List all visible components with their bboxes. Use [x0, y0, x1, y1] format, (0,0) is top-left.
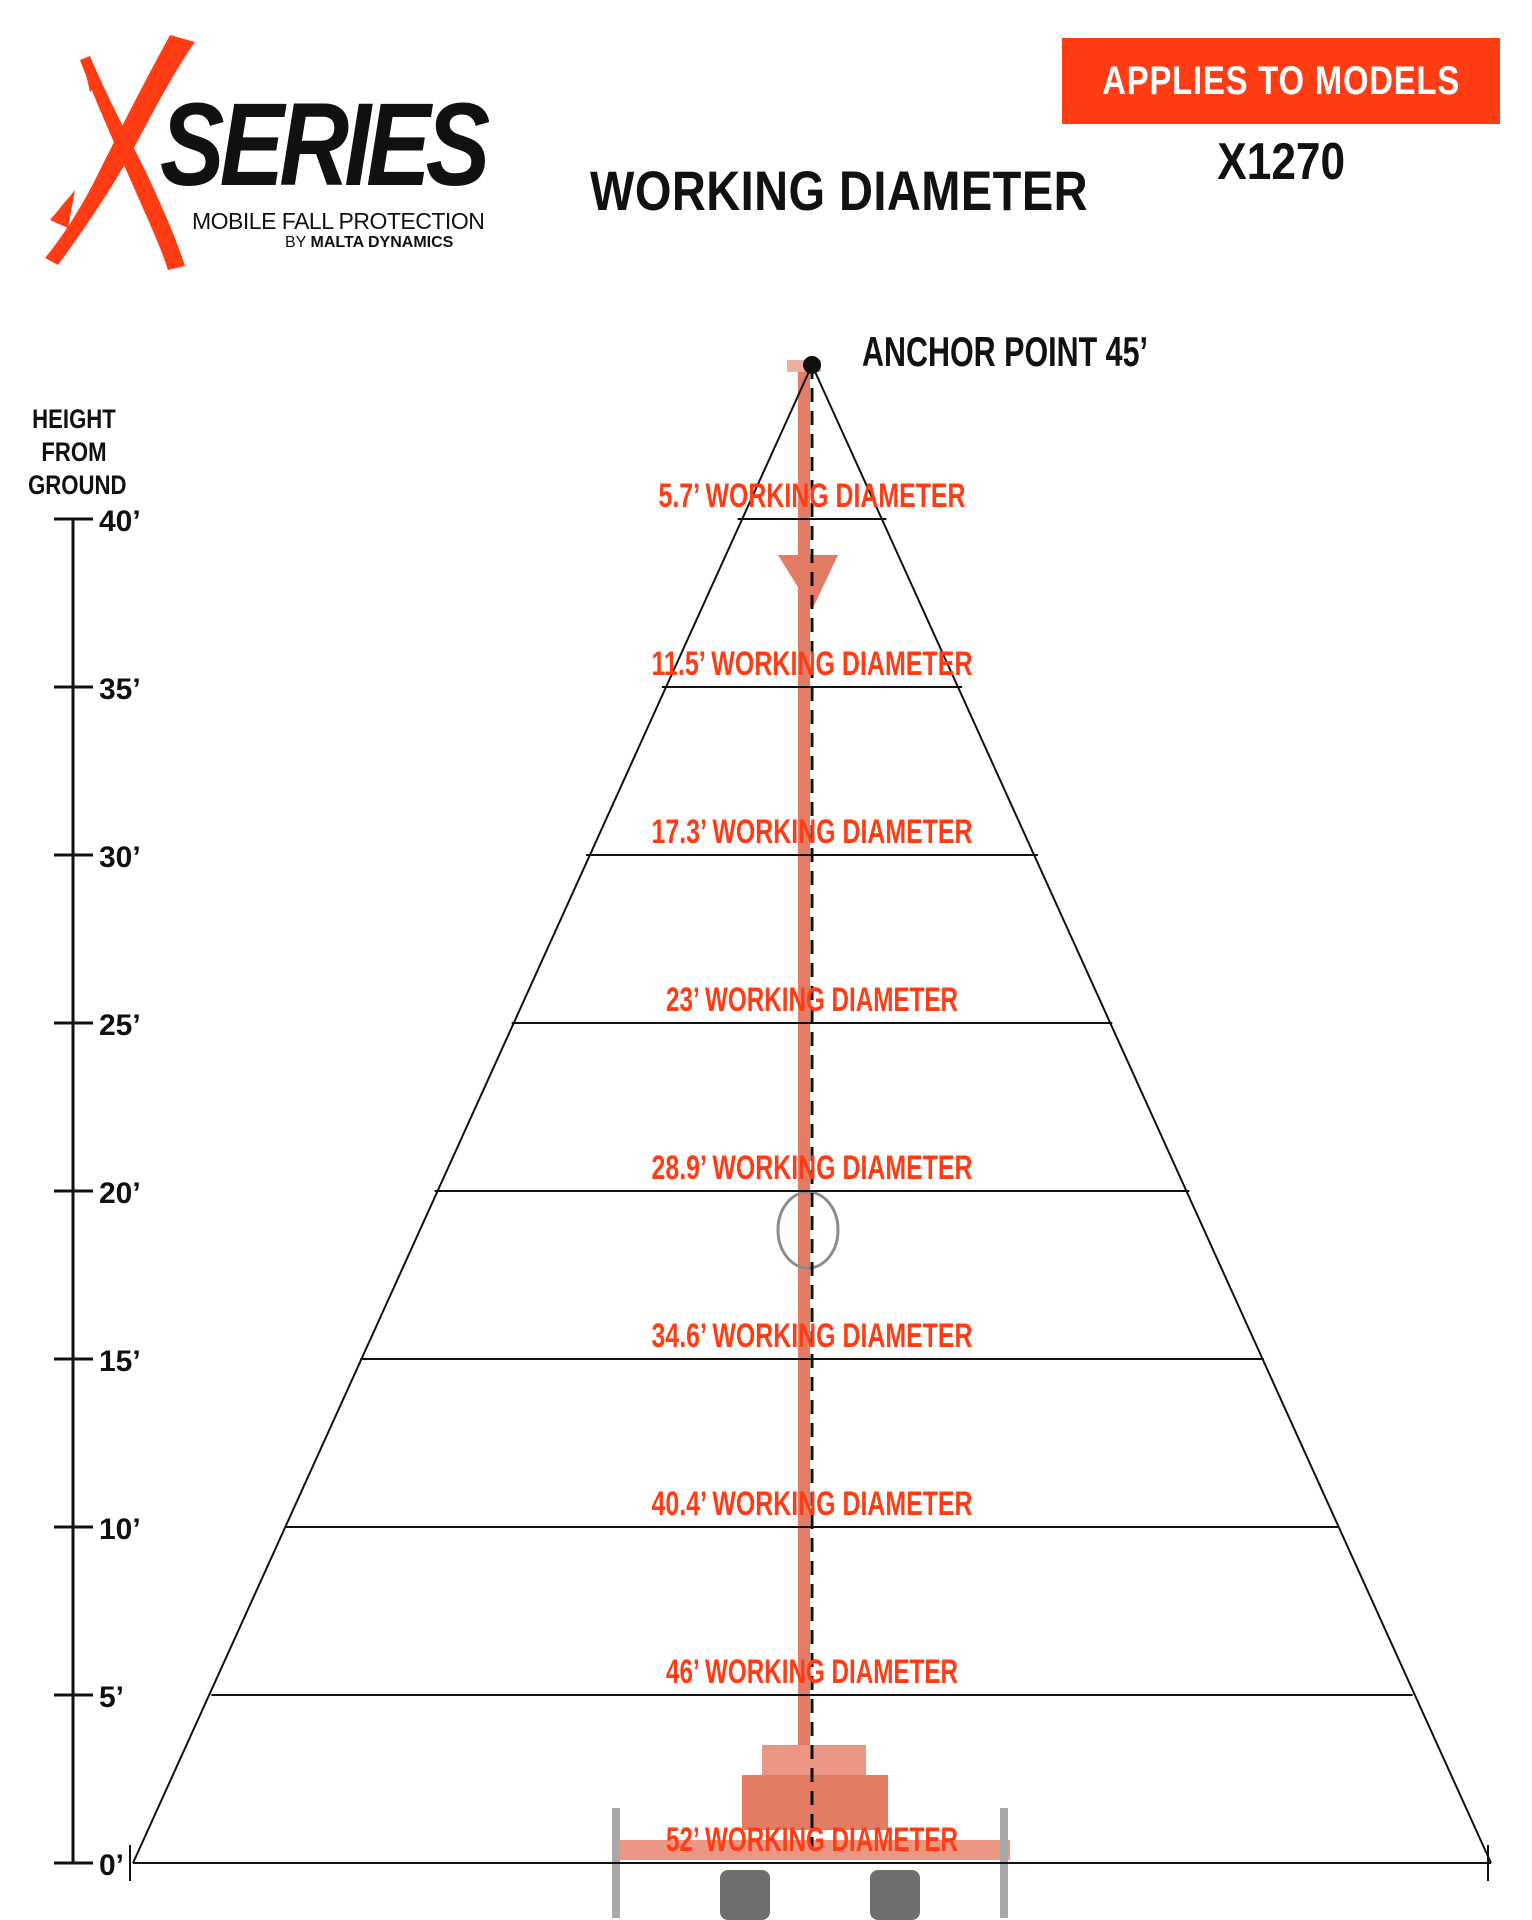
model-number-text: X1270: [1217, 133, 1345, 191]
axis-tick-label: 40’: [99, 505, 141, 538]
axis-tick-label: 30’: [99, 841, 141, 874]
height-axis-title-line: FROM: [41, 437, 107, 467]
wheel-left: [720, 1870, 770, 1920]
page-title: WORKING DIAMETER: [590, 159, 1089, 222]
diameter-label: 34.6’ WORKING DIAMETER: [651, 1317, 973, 1355]
axis-tick-label: 25’: [99, 1009, 141, 1042]
diameter-labels: [652, 477, 973, 1859]
height-axis-title-line: GROUND: [28, 470, 127, 500]
axis-tick-label: 10’: [99, 1513, 141, 1546]
axis-tick-label: 20’: [99, 1177, 141, 1210]
applies-label: APPLIES TO MODELS: [1102, 58, 1460, 103]
mast-collar: [778, 555, 838, 610]
height-axis-title-line: HEIGHT: [32, 404, 116, 434]
anchor-point-label: ANCHOR POINT 45’: [862, 328, 1148, 375]
diameter-label: 5.7’ WORKING DIAMETER: [658, 477, 966, 515]
logo-wordmark: SERIES: [160, 79, 486, 211]
diameter-label: 23’ WORKING DIAMETER: [666, 981, 958, 1019]
cone-edge-right: [812, 365, 1491, 1863]
logo-byline-brand: MALTA DYNAMICS: [310, 234, 454, 251]
cone-edge-left: [133, 365, 812, 1863]
axis-tick-label: 35’: [99, 673, 141, 706]
diameter-label: 46’ WORKING DIAMETER: [666, 1653, 958, 1691]
wheel-right: [870, 1870, 920, 1920]
axis-tick-label: 15’: [99, 1345, 141, 1378]
axis-tick-label: 0’: [99, 1849, 125, 1882]
axis-tick-label: 5’: [99, 1681, 125, 1714]
logo-byline-prefix: BY: [285, 234, 307, 251]
diameter-label: 52’ WORKING DIAMETER: [666, 1821, 958, 1859]
height-axis: [54, 505, 141, 1882]
diameter-label: 11.5’ WORKING DIAMETER: [651, 645, 973, 683]
diameter-label: 40.4’ WORKING DIAMETER: [651, 1485, 973, 1523]
logo-tagline: MOBILE FALL PROTECTION: [192, 208, 485, 234]
diameter-label: 28.9’ WORKING DIAMETER: [651, 1149, 973, 1187]
diameter-label: 17.3’ WORKING DIAMETER: [651, 813, 973, 851]
